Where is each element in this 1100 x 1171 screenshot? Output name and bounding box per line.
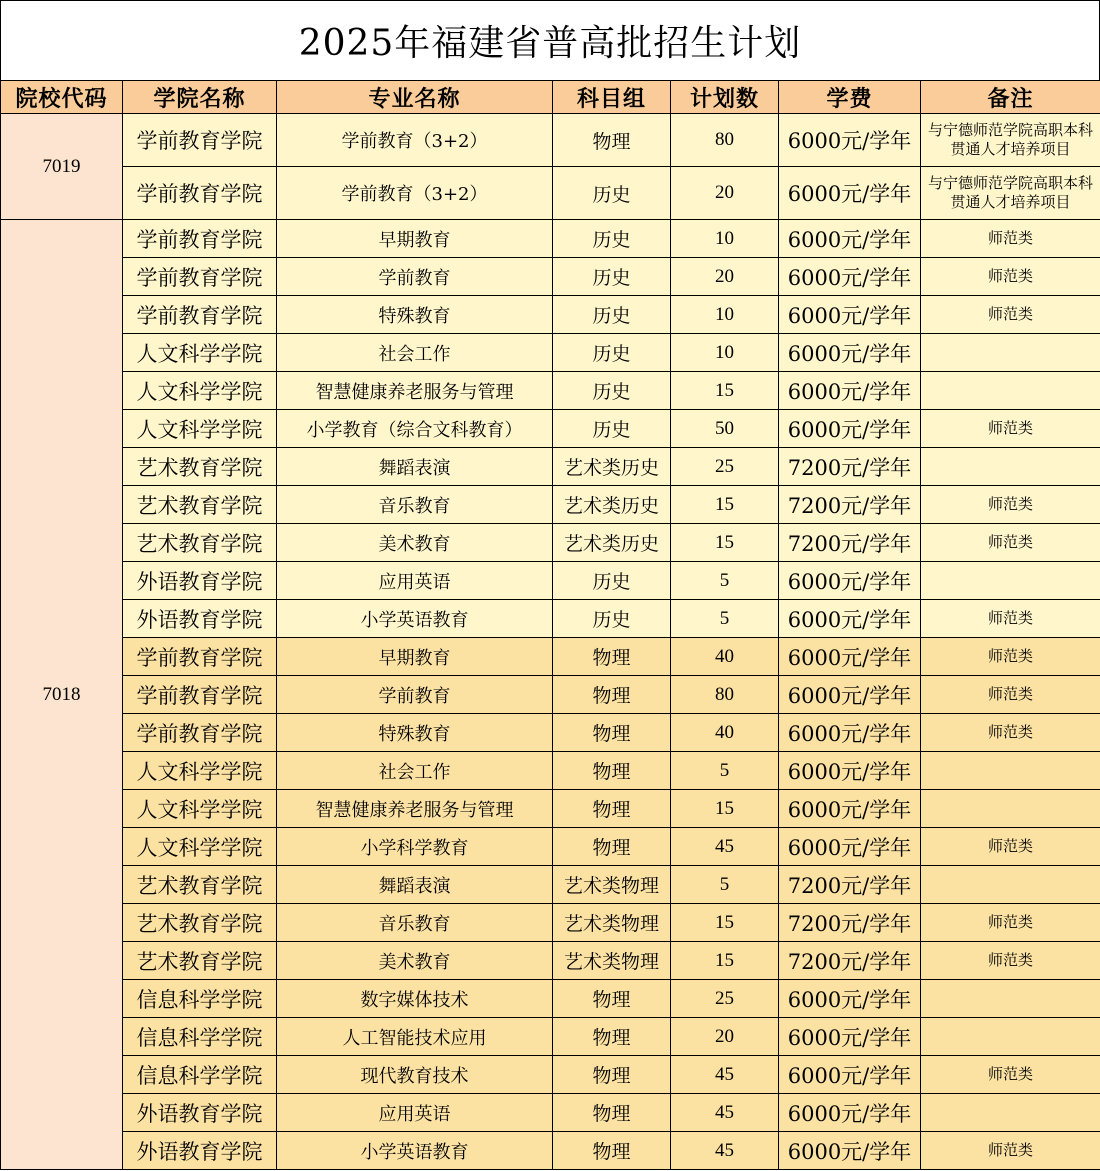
- table-row: [1, 220, 1100, 258]
- school-code-cell: 7019: [1, 114, 123, 220]
- plan-count-cell: 10: [671, 334, 779, 372]
- plan-count-cell: 45: [671, 1056, 779, 1094]
- table-row: [1, 334, 1100, 372]
- tuition-cell: 6000元/学年: [779, 600, 921, 638]
- major-name-cell: 小学科学教育: [277, 828, 553, 866]
- college-name-cell: 学前教育学院: [123, 638, 277, 676]
- remarks-cell: 师范类: [921, 220, 1100, 258]
- plan-count-cell: 15: [671, 486, 779, 524]
- major-name-cell: 学前教育: [277, 258, 553, 296]
- major-name-cell: 小学英语教育: [277, 600, 553, 638]
- major-name-cell: 智慧健康养老服务与管理: [277, 790, 553, 828]
- subject-group-cell: 历史: [553, 334, 671, 372]
- remarks-cell: 师范类: [921, 524, 1100, 562]
- remarks-cell: 与宁德师范学院高职本科贯通人才培养项目: [921, 114, 1100, 167]
- college-name-cell: 艺术教育学院: [123, 448, 277, 486]
- plan-count-cell: 5: [671, 562, 779, 600]
- page-title: 2025年福建省普高批招生计划: [0, 0, 1100, 80]
- table-row: [1, 1056, 1100, 1094]
- remarks-cell: [921, 866, 1100, 904]
- college-name-cell: 学前教育学院: [123, 676, 277, 714]
- tuition-cell: 6000元/学年: [779, 790, 921, 828]
- table-row: [1, 980, 1100, 1018]
- remarks-cell: [921, 372, 1100, 410]
- subject-group-cell: 历史: [553, 296, 671, 334]
- college-name-cell: 外语教育学院: [123, 600, 277, 638]
- college-name-cell: 学前教育学院: [123, 167, 277, 220]
- subject-group-cell: 物理: [553, 1018, 671, 1056]
- remarks-cell: 师范类: [921, 638, 1100, 676]
- subject-group-cell: 物理: [553, 1094, 671, 1132]
- plan-count-cell: 45: [671, 828, 779, 866]
- tuition-cell: 6000元/学年: [779, 638, 921, 676]
- remarks-cell: [921, 1018, 1100, 1056]
- tuition-cell: 6000元/学年: [779, 220, 921, 258]
- tuition-cell: 7200元/学年: [779, 448, 921, 486]
- tuition-cell: 6000元/学年: [779, 167, 921, 220]
- college-name-cell: 学前教育学院: [123, 220, 277, 258]
- college-name-cell: 学前教育学院: [123, 114, 277, 167]
- college-name-cell: 人文科学学院: [123, 410, 277, 448]
- tuition-cell: 6000元/学年: [779, 410, 921, 448]
- major-name-cell: 应用英语: [277, 562, 553, 600]
- tuition-cell: 6000元/学年: [779, 714, 921, 752]
- tuition-cell: 7200元/学年: [779, 866, 921, 904]
- table-row: [1, 524, 1100, 562]
- remarks-cell: 师范类: [921, 676, 1100, 714]
- header-college-name: 学院名称: [123, 81, 277, 114]
- remarks-cell: 师范类: [921, 714, 1100, 752]
- subject-group-cell: 物理: [553, 1132, 671, 1170]
- college-name-cell: 学前教育学院: [123, 296, 277, 334]
- major-name-cell: 学前教育: [277, 676, 553, 714]
- tuition-cell: 6000元/学年: [779, 562, 921, 600]
- major-name-cell: 舞蹈表演: [277, 448, 553, 486]
- remarks-cell: [921, 334, 1100, 372]
- subject-group-cell: 历史: [553, 372, 671, 410]
- subject-group-cell: 物理: [553, 790, 671, 828]
- college-name-cell: 人文科学学院: [123, 334, 277, 372]
- plan-count-cell: 5: [671, 752, 779, 790]
- plan-count-cell: 20: [671, 167, 779, 220]
- major-name-cell: 数字媒体技术: [277, 980, 553, 1018]
- remarks-cell: 师范类: [921, 258, 1100, 296]
- table-row: [1, 676, 1100, 714]
- college-name-cell: 人文科学学院: [123, 828, 277, 866]
- college-name-cell: 外语教育学院: [123, 562, 277, 600]
- college-name-cell: 人文科学学院: [123, 752, 277, 790]
- table-row: [1, 752, 1100, 790]
- major-name-cell: 小学英语教育: [277, 1132, 553, 1170]
- major-name-cell: 社会工作: [277, 334, 553, 372]
- major-name-cell: 小学教育（综合文科教育）: [277, 410, 553, 448]
- major-name-cell: 美术教育: [277, 524, 553, 562]
- enrollment-plan-table: [0, 80, 1100, 1170]
- remarks-cell: [921, 752, 1100, 790]
- table-row: [1, 790, 1100, 828]
- subject-group-cell: 物理: [553, 752, 671, 790]
- subject-group-cell: 艺术类物理: [553, 866, 671, 904]
- college-name-cell: 信息科学学院: [123, 980, 277, 1018]
- table-row: [1, 942, 1100, 980]
- plan-count-cell: 15: [671, 524, 779, 562]
- plan-count-cell: 20: [671, 1018, 779, 1056]
- table-row: [1, 562, 1100, 600]
- table-row: [1, 714, 1100, 752]
- plan-count-cell: 45: [671, 1132, 779, 1170]
- header-school-code: 院校代码: [1, 81, 123, 114]
- major-name-cell: 现代教育技术: [277, 1056, 553, 1094]
- school-code-cell: 7018: [1, 220, 123, 1170]
- tuition-cell: 6000元/学年: [779, 676, 921, 714]
- tuition-cell: 6000元/学年: [779, 1056, 921, 1094]
- plan-count-cell: 15: [671, 942, 779, 980]
- subject-group-cell: 艺术类物理: [553, 904, 671, 942]
- remarks-cell: 师范类: [921, 296, 1100, 334]
- plan-count-cell: 50: [671, 410, 779, 448]
- plan-count-cell: 10: [671, 220, 779, 258]
- remarks-cell: [921, 562, 1100, 600]
- plan-count-cell: 10: [671, 296, 779, 334]
- college-name-cell: 学前教育学院: [123, 258, 277, 296]
- subject-group-cell: 历史: [553, 167, 671, 220]
- table-row: [1, 904, 1100, 942]
- major-name-cell: 学前教育（3+2）: [277, 114, 553, 167]
- plan-count-cell: 15: [671, 904, 779, 942]
- subject-group-cell: 物理: [553, 1056, 671, 1094]
- tuition-cell: 6000元/学年: [779, 1094, 921, 1132]
- table-row: [1, 1132, 1100, 1170]
- subject-group-cell: 艺术类历史: [553, 486, 671, 524]
- tuition-cell: 7200元/学年: [779, 904, 921, 942]
- major-name-cell: 早期教育: [277, 220, 553, 258]
- major-name-cell: 音乐教育: [277, 486, 553, 524]
- tuition-cell: 6000元/学年: [779, 1018, 921, 1056]
- major-name-cell: 美术教育: [277, 942, 553, 980]
- tuition-cell: 6000元/学年: [779, 258, 921, 296]
- remarks-cell: 师范类: [921, 904, 1100, 942]
- subject-group-cell: 物理: [553, 676, 671, 714]
- college-name-cell: 外语教育学院: [123, 1094, 277, 1132]
- subject-group-cell: 物理: [553, 980, 671, 1018]
- tuition-cell: 6000元/学年: [779, 980, 921, 1018]
- header-plan-count: 计划数: [671, 81, 779, 114]
- tuition-cell: 6000元/学年: [779, 752, 921, 790]
- college-name-cell: 艺术教育学院: [123, 942, 277, 980]
- table-row: [1, 866, 1100, 904]
- college-name-cell: 人文科学学院: [123, 790, 277, 828]
- subject-group-cell: 历史: [553, 410, 671, 448]
- tuition-cell: 7200元/学年: [779, 942, 921, 980]
- remarks-cell: [921, 980, 1100, 1018]
- plan-count-cell: 40: [671, 714, 779, 752]
- remarks-cell: 与宁德师范学院高职本科贯通人才培养项目: [921, 167, 1100, 220]
- plan-count-cell: 80: [671, 676, 779, 714]
- major-name-cell: 应用英语: [277, 1094, 553, 1132]
- tuition-cell: 6000元/学年: [779, 372, 921, 410]
- table-row: [1, 1094, 1100, 1132]
- plan-count-cell: 15: [671, 790, 779, 828]
- remarks-cell: 师范类: [921, 1132, 1100, 1170]
- subject-group-cell: 物理: [553, 638, 671, 676]
- table-row: [1, 600, 1100, 638]
- plan-count-cell: 45: [671, 1094, 779, 1132]
- plan-count-cell: 5: [671, 866, 779, 904]
- college-name-cell: 信息科学学院: [123, 1018, 277, 1056]
- table-row: [1, 114, 1100, 167]
- subject-group-cell: 历史: [553, 600, 671, 638]
- college-name-cell: 艺术教育学院: [123, 866, 277, 904]
- remarks-cell: 师范类: [921, 410, 1100, 448]
- table-row: [1, 486, 1100, 524]
- subject-group-cell: 物理: [553, 828, 671, 866]
- remarks-cell: [921, 790, 1100, 828]
- remarks-cell: 师范类: [921, 942, 1100, 980]
- college-name-cell: 人文科学学院: [123, 372, 277, 410]
- tuition-cell: 6000元/学年: [779, 828, 921, 866]
- major-name-cell: 社会工作: [277, 752, 553, 790]
- college-name-cell: 艺术教育学院: [123, 904, 277, 942]
- major-name-cell: 特殊教育: [277, 714, 553, 752]
- major-name-cell: 早期教育: [277, 638, 553, 676]
- major-name-cell: 舞蹈表演: [277, 866, 553, 904]
- table-row: [1, 410, 1100, 448]
- major-name-cell: 人工智能技术应用: [277, 1018, 553, 1056]
- remarks-cell: [921, 1094, 1100, 1132]
- plan-count-cell: 15: [671, 372, 779, 410]
- subject-group-cell: 物理: [553, 114, 671, 167]
- tuition-cell: 6000元/学年: [779, 296, 921, 334]
- header-remarks: 备注: [921, 81, 1100, 114]
- college-name-cell: 艺术教育学院: [123, 524, 277, 562]
- major-name-cell: 特殊教育: [277, 296, 553, 334]
- table-row: [1, 167, 1100, 220]
- remarks-cell: 师范类: [921, 828, 1100, 866]
- subject-group-cell: 物理: [553, 714, 671, 752]
- remarks-cell: [921, 448, 1100, 486]
- plan-count-cell: 25: [671, 980, 779, 1018]
- subject-group-cell: 历史: [553, 220, 671, 258]
- table-row: [1, 638, 1100, 676]
- tuition-cell: 7200元/学年: [779, 524, 921, 562]
- subject-group-cell: 历史: [553, 562, 671, 600]
- table-row: [1, 1018, 1100, 1056]
- table-row: [1, 448, 1100, 486]
- major-name-cell: 音乐教育: [277, 904, 553, 942]
- major-name-cell: 智慧健康养老服务与管理: [277, 372, 553, 410]
- table-row: [1, 372, 1100, 410]
- plan-count-cell: 40: [671, 638, 779, 676]
- tuition-cell: 6000元/学年: [779, 114, 921, 167]
- header-major-name: 专业名称: [277, 81, 553, 114]
- subject-group-cell: 艺术类历史: [553, 524, 671, 562]
- remarks-cell: 师范类: [921, 1056, 1100, 1094]
- plan-count-cell: 25: [671, 448, 779, 486]
- table-header-row: [1, 81, 1100, 114]
- subject-group-cell: 历史: [553, 258, 671, 296]
- college-name-cell: 外语教育学院: [123, 1132, 277, 1170]
- major-name-cell: 学前教育（3+2）: [277, 167, 553, 220]
- table-row: [1, 828, 1100, 866]
- table-row: [1, 296, 1100, 334]
- college-name-cell: 学前教育学院: [123, 714, 277, 752]
- plan-count-cell: 5: [671, 600, 779, 638]
- remarks-cell: 师范类: [921, 600, 1100, 638]
- tuition-cell: 7200元/学年: [779, 486, 921, 524]
- plan-count-cell: 20: [671, 258, 779, 296]
- header-subject-group: 科目组: [553, 81, 671, 114]
- college-name-cell: 信息科学学院: [123, 1056, 277, 1094]
- subject-group-cell: 艺术类物理: [553, 942, 671, 980]
- remarks-cell: 师范类: [921, 486, 1100, 524]
- table-row: [1, 258, 1100, 296]
- plan-count-cell: 80: [671, 114, 779, 167]
- tuition-cell: 6000元/学年: [779, 1132, 921, 1170]
- header-tuition: 学费: [779, 81, 921, 114]
- subject-group-cell: 艺术类历史: [553, 448, 671, 486]
- tuition-cell: 6000元/学年: [779, 334, 921, 372]
- college-name-cell: 艺术教育学院: [123, 486, 277, 524]
